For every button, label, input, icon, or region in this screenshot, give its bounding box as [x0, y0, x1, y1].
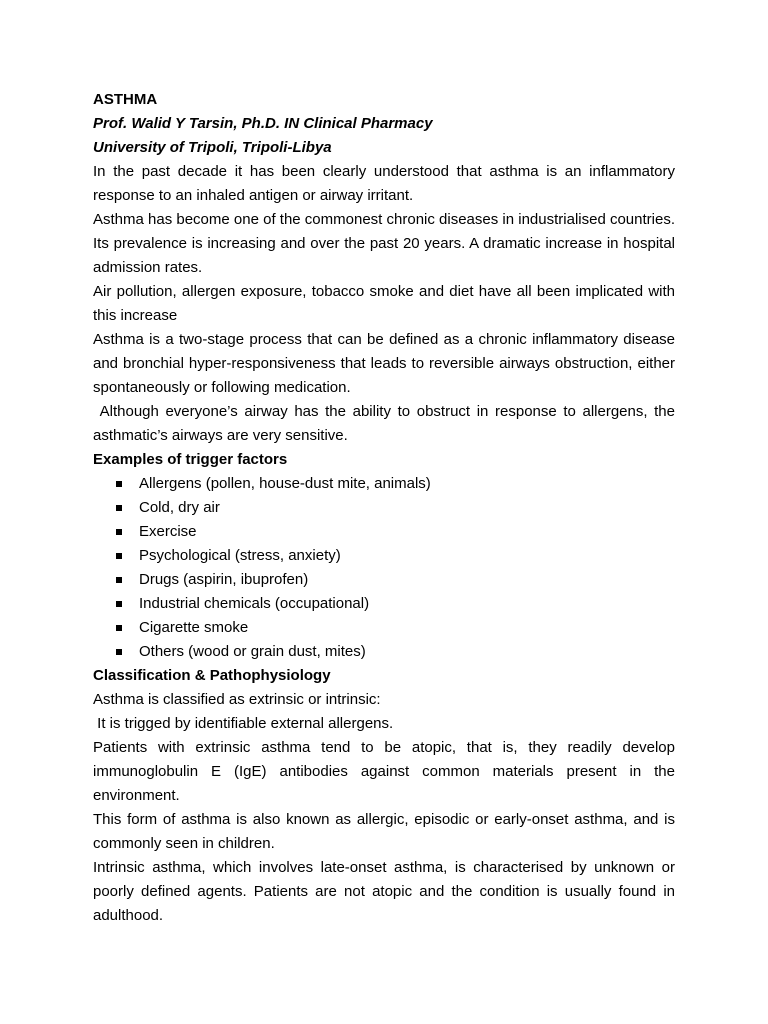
list-item: [116, 568, 675, 592]
list-item-label: Psychological (stress, anxiety): [139, 547, 341, 564]
document-title: ASTHMA: [93, 91, 158, 108]
square-bullet-icon: [116, 553, 122, 559]
square-bullet-icon: [116, 529, 122, 535]
classification-paragraph: Intrinsic asthma, which involves late-onset asthma, is characterised by unknown or poorly defined agents. Patients are not atopic and the condition is usually found in adulthood.: [93, 859, 675, 924]
classification-paragraph: Patients with extrinsic asthma tend to be atopic, that is, they readily develop immunoglobulin E (IgE) antibodies against common materials present in the environment.: [93, 739, 675, 804]
list-item-label: Industrial chemicals (occupational): [139, 595, 370, 612]
classification-paragraph: This form of asthma is also known as allergic, episodic or early-onset asthma, and is commonly seen in children.: [93, 811, 675, 852]
intro-paragraph: In the past decade it has been clearly understood that asthma is an inflammatory response to an inhaled antigen or airway irritant.: [93, 163, 675, 204]
list-item-label: Cigarette smoke: [139, 619, 249, 636]
list-item-label: Cold, dry air: [139, 499, 220, 516]
list-item: [116, 640, 675, 664]
square-bullet-icon: [116, 577, 122, 583]
square-bullet-icon: [116, 505, 122, 511]
list-item: [116, 544, 675, 568]
classification-paragraph: Asthma is classified as extrinsic or intrinsic:: [93, 691, 381, 708]
author-line: Prof. Walid Y Tarsin, Ph.D. IN Clinical Pharmacy: [93, 115, 433, 132]
intro-paragraph: Asthma has become one of the commonest chronic diseases in industrialised countries. Its prevalence is increasing and over the past 20 years. A dramatic increase in hospital admission rates.: [93, 211, 675, 276]
affiliation-line: University of Tripoli, Tripoli-Libya: [93, 139, 332, 156]
square-bullet-icon: [116, 625, 122, 631]
list-item-label: Others (wood or grain dust, mites): [139, 643, 366, 660]
list-item-label: Drugs (aspirin, ibuprofen): [139, 571, 309, 588]
square-bullet-icon: [116, 649, 122, 655]
intro-paragraph: Asthma is a two-stage process that can be defined as a chronic inflammatory disease and bronchial hyper-responsiveness that leads to reversible airways obstruction, either spontaneously or following medication.: [93, 331, 675, 396]
trigger-list: [93, 472, 675, 664]
triggers-heading: Examples of trigger factors: [93, 451, 288, 468]
list-item-label: Allergens (pollen, house-dust mite, animals): [139, 475, 431, 492]
list-item: [116, 496, 675, 520]
intro-paragraph: Air pollution, allergen exposure, tobacco smoke and diet have all been implicated with this increase: [93, 283, 675, 324]
list-item: [116, 592, 675, 616]
classification-paragraph: It is trigged by identifiable external allergens.: [93, 715, 394, 732]
square-bullet-icon: [116, 601, 122, 607]
list-item: [116, 520, 675, 544]
list-item-label: Exercise: [139, 523, 197, 540]
intro-paragraph: Although everyone’s airway has the ability to obstruct in response to allergens, the asthmatic’s airways are very sensitive.: [93, 403, 675, 444]
square-bullet-icon: [116, 481, 122, 487]
classification-heading: Classification & Pathophysiology: [93, 667, 331, 684]
list-item: [116, 616, 675, 640]
list-item: [116, 472, 675, 496]
